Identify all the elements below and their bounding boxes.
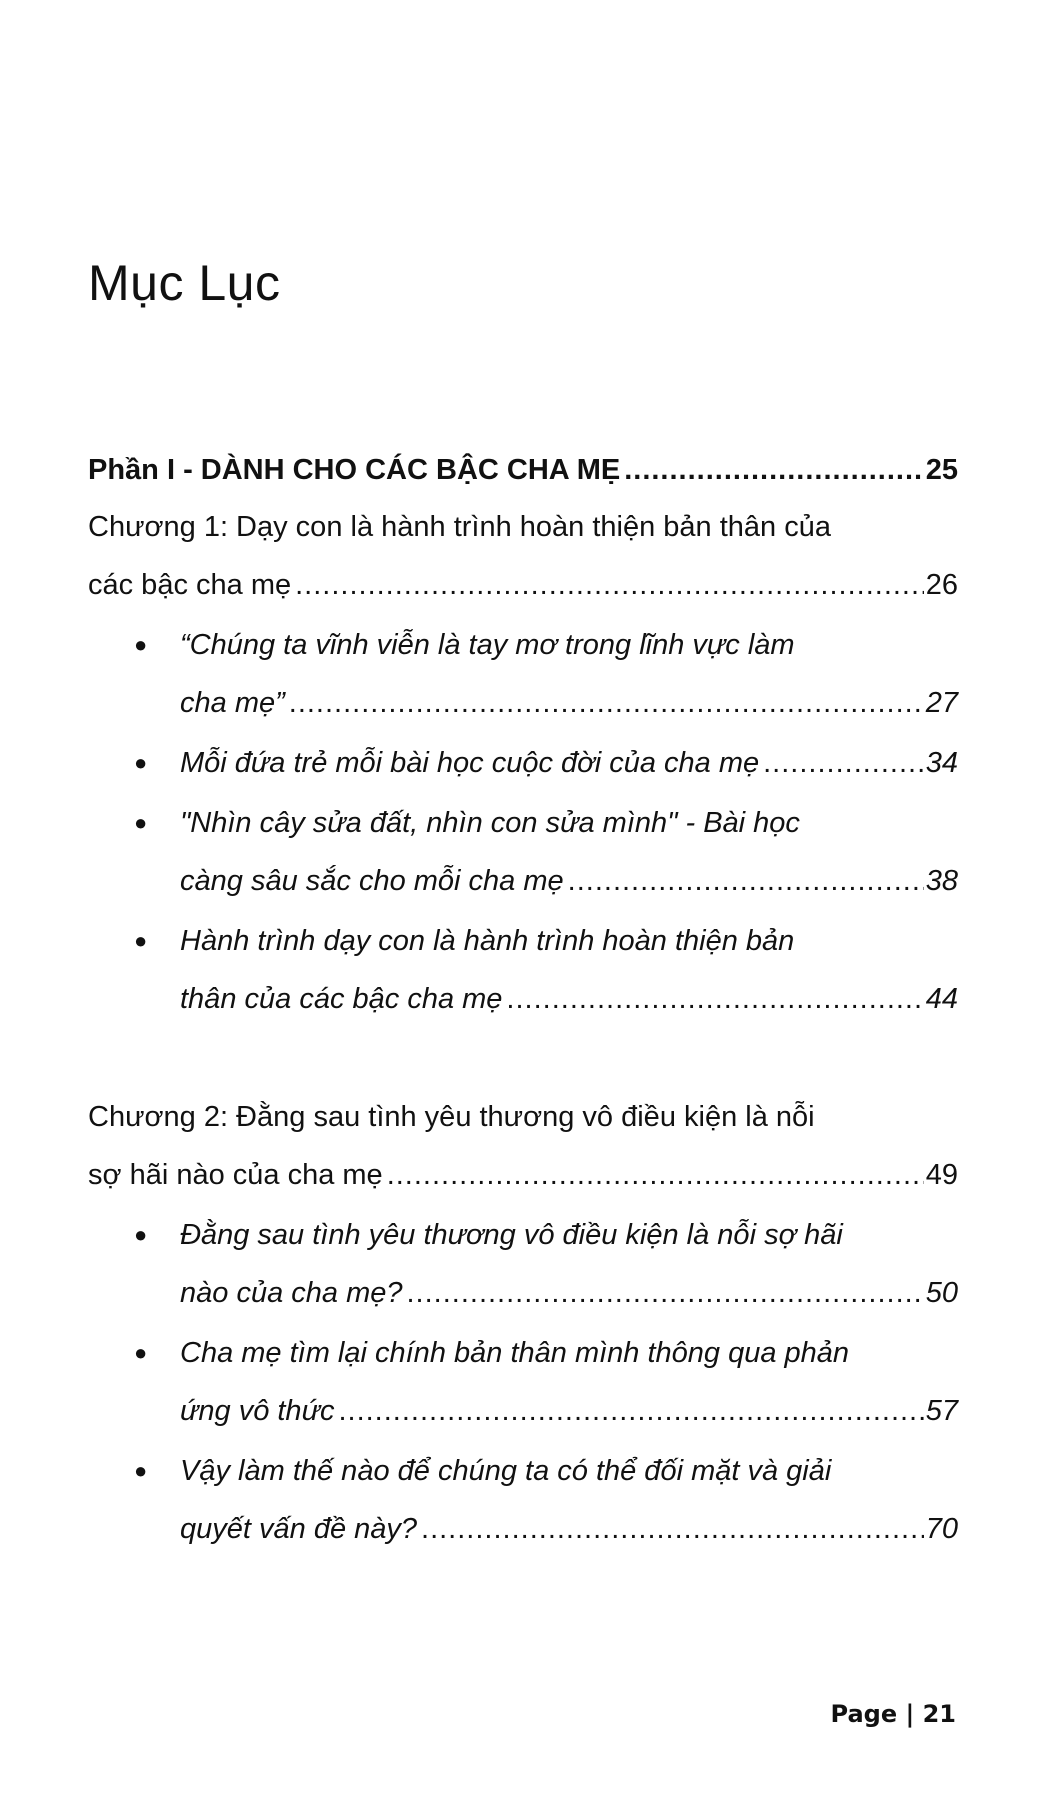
toc-leader-dots [387, 1146, 924, 1204]
toc-item-title-cont: nào của cha mẹ? [180, 1277, 403, 1309]
toc-item-title: Mỗi đứa trẻ mỗi bài học cuộc đời của cha mẹ [180, 747, 760, 779]
toc-chapter-2 [88, 1088, 958, 1204]
toc-page-number: 44 [925, 983, 958, 1015]
toc-item [88, 912, 958, 1028]
footer-page-number: 21 [922, 1700, 956, 1728]
toc-item-title-cont: càng sâu sắc cho mỗi cha mẹ [180, 865, 564, 897]
toc-page-number: 38 [925, 865, 958, 897]
toc-item-title: Vậy làm thế nào để chúng ta có thể đối mặt và giải [180, 1455, 832, 1487]
toc-item [88, 734, 958, 792]
toc-item-title: Hành trình dạy con là hành trình hoàn thiện bản [180, 925, 795, 957]
toc-chapter-2-items [88, 1206, 958, 1558]
toc-chapter-lead [88, 1146, 958, 1204]
bullet-icon: ● [134, 750, 148, 775]
bullet-icon: ● [134, 1222, 148, 1247]
toc-leader-dots [763, 734, 924, 792]
toc-page-number: 70 [925, 1513, 958, 1545]
toc-item-title: Đằng sau tình yêu thương vô điều kiện là nỗi sợ hãi [180, 1219, 843, 1251]
toc-item-title-cont: ứng vô thức [180, 1395, 335, 1427]
page-title: Mục Lục [88, 255, 281, 311]
toc-item-title: "Nhìn cây sửa đất, nhìn con sửa mình" - Bài học [180, 807, 800, 839]
toc-page-number: 26 [925, 569, 958, 601]
toc-page-number: 34 [925, 747, 958, 779]
page-footer [831, 1700, 957, 1728]
toc-item-lead [180, 674, 958, 732]
toc-item-lead [180, 852, 958, 910]
toc-item [88, 616, 958, 732]
toc-item [88, 1206, 958, 1322]
toc-leader-dots [624, 450, 924, 490]
footer-page-label: Page [830, 1700, 898, 1728]
toc-item-title: Cha mẹ tìm lại chính bản thân mình thông qua phản [180, 1337, 850, 1369]
toc-page-number: 49 [925, 1159, 958, 1191]
bullet-icon: ● [134, 632, 148, 657]
toc-chapter-1-items [88, 616, 958, 1028]
toc-chapter-title-cont: các bậc cha mẹ [88, 569, 292, 601]
toc-page-number: 50 [925, 1277, 958, 1309]
bullet-icon: ● [134, 810, 148, 835]
toc-item-title-cont: cha mẹ” [180, 687, 285, 719]
toc-leader-dots [506, 970, 923, 1028]
toc-item-lead [180, 1264, 958, 1322]
toc-page-number: 25 [925, 454, 958, 486]
bullet-icon: ● [134, 1458, 148, 1483]
toc-item [88, 1324, 958, 1440]
toc-item-title-cont: quyết vấn đề này? [180, 1513, 418, 1545]
toc-item-lead [180, 734, 958, 792]
toc-item-title: “Chúng ta vĩnh viễn là tay mơ trong lĩnh vực làm [180, 629, 795, 661]
footer-separator: | [905, 1700, 915, 1728]
toc-part-heading [88, 450, 958, 490]
toc-item-lead [180, 1382, 958, 1440]
toc-item-title-cont: thân của các bậc cha mẹ [180, 983, 503, 1015]
toc-chapter-title: Chương 2: Đằng sau tình yêu thương vô điều kiện là nỗi [88, 1101, 815, 1133]
toc-leader-dots [295, 556, 924, 614]
toc-leader-dots [406, 1264, 923, 1322]
toc-part-label: Phần I - DÀNH CHO CÁC BẬC CHA MẸ [88, 454, 621, 486]
toc-chapter-title-cont: sợ hãi nào của cha mẹ [88, 1159, 383, 1191]
toc-leader-dots [289, 674, 924, 732]
toc-page-number: 57 [925, 1395, 958, 1427]
toc-page-number: 27 [925, 687, 958, 719]
bullet-icon: ● [134, 1340, 148, 1365]
toc-leader-dots [568, 852, 924, 910]
toc-leader-dots [338, 1382, 923, 1440]
toc-chapter-title: Chương 1: Dạy con là hành trình hoàn thiện bản thân của [88, 511, 831, 543]
toc-item-lead [180, 1500, 958, 1558]
toc-item [88, 794, 958, 910]
toc-item-lead [180, 970, 958, 1028]
toc-chapter-1 [88, 498, 958, 614]
toc-chapter-lead [88, 556, 958, 614]
toc-item [88, 1442, 958, 1558]
table-of-contents [88, 450, 958, 1558]
bullet-icon: ● [134, 928, 148, 953]
toc-leader-dots [421, 1500, 924, 1558]
